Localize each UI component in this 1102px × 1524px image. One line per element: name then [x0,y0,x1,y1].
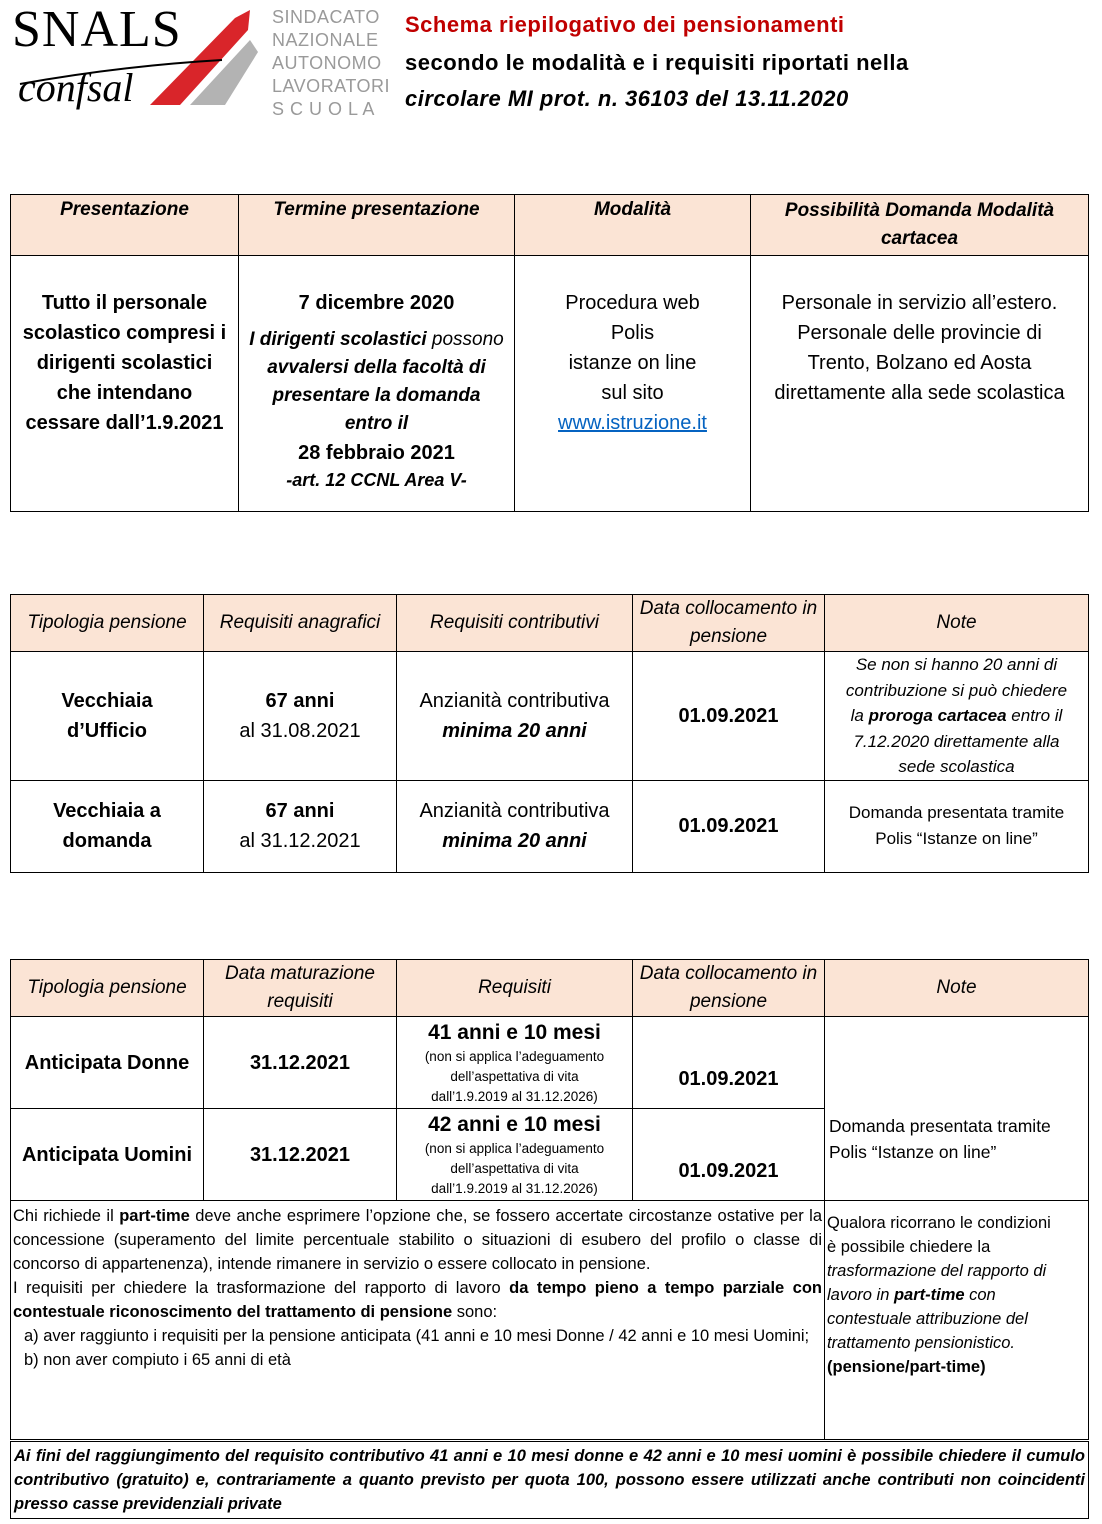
cell-data: 01.09.2021 [633,652,825,781]
cell-presentazione: Tutto il personale scolastico compresi i dirigenti scolastici che intendano cessare dall’1.9.2021 [11,256,239,512]
table-row [11,652,1089,781]
cell-data-mat: 31.12.2021 [204,1017,397,1109]
logo-snals-text: SNALS [12,1,182,58]
cell-eta: 67 anni al 31.12.2021 [204,780,397,872]
page-subtitle: secondo le modalità e i requisiti riportati nella [405,50,909,75]
header-data-collocamento: Data collocamento in pensione [633,595,825,652]
cell-tipologia: Vecchiaia a domanda [11,780,204,872]
header-presentazione: Presentazione [11,195,239,256]
header-termine: Termine presentazione [239,195,515,256]
cell-termine: 7 dicembre 2020 I dirigenti scolastici possono avvalersi della facoltà di presentare la domanda entro il 28 febbraio 2021 -art. 12 CCNL Area V- [239,256,515,512]
header-modalita: Modalità [515,195,751,256]
header-data-maturazione: Data maturazione requisiti [204,960,397,1017]
cell-modalita: Procedura web Polis istanze on line sul sito www.istruzione.it [515,256,751,512]
logo-confsal-text: confsal [18,65,134,110]
cell-data-mat: 31.12.2021 [204,1109,397,1201]
cell-note: Domanda presentata tramite Polis “Istanze on line” [825,780,1089,872]
page-subtitle-ref: circolare MI prot. n. 36103 del 13.11.2020 [405,86,849,111]
page-title: Schema riepilogativo dei pensionamenti [405,12,845,37]
header-contributivi: Requisiti contributivi [397,595,633,652]
header-tipologia: Tipologia pensione [11,595,204,652]
cell-contributi: Anzianità contributiva minima 20 anni [397,652,633,781]
header-cartacea: Possibilità Domanda Modalità cartacea [751,195,1089,256]
cell-requisiti: 42 anni e 10 mesi (non si applica l’adeguamento dell’aspettativa di vita dall’1.9.2019 al 31.12.2026) [397,1109,633,1201]
cell-note-bottom: Qualora ricorrano le condizioni è possibile chiedere la trasformazione del rapporto di lavoro in part-time con contestuale attribuzione del trattamento pensionistico. (pensione/part-time) [825,1201,1089,1441]
cell-tipologia: Anticipata Uomini [11,1109,204,1201]
logo [0,0,400,120]
header-requisiti: Requisiti [397,960,633,1017]
cell-tipologia: Vecchiaia d’Ufficio [11,652,204,781]
vecchiaia-table [10,594,1089,873]
cell-contributi: Anzianità contributiva minima 20 anni [397,780,633,872]
istruzione-link[interactable]: www.istruzione.it [558,412,707,434]
anticipata-table [10,959,1089,1519]
header-tipologia: Tipologia pensione [11,960,204,1017]
presentazione-table [10,194,1089,512]
cell-note-top: Domanda presentata tramite Polis “Istanze on line” [825,1017,1089,1201]
cell-tipologia: Anticipata Donne [11,1017,204,1109]
header-note: Note [825,960,1089,1017]
cell-data: 01.09.2021 [633,780,825,872]
cell-note: Se non si hanno 20 anni di contribuzione si può chiedere la proroga cartacea entro il 7.12.2020 direttamente alla sede scolastica [825,652,1089,781]
cell-data: 01.09.2021 [633,1109,825,1201]
cell-parttime: Chi richiede il part-time deve anche esprimere l’opzione che, se fossero accertate circostanze ostative per la concessione (superamento del limite percentuale stabilito o situazioni di esubero del profilo o classe di concorso di appartenenza), intende rimanere in servizio o essere collocato in pensione. I requisiti per chiedere la trasformazione del rapporto di lavoro da tempo pieno a tempo parziale con contestuale riconoscimento del trattamento di pensione sono: a) aver raggiunto i requisiti per la pensione anticipata (41 anni e 10 mesi Donne / 42 anni e 10 mesi Uomini; b) non aver compiuto i 65 anni di età [11,1201,825,1441]
cell-requisiti: 41 anni e 10 mesi (non si applica l’adeguamento dell’aspettativa di vita dall’1.9.2019 al 31.12.2026) [397,1017,633,1109]
cell-eta: 67 anni al 31.08.2021 [204,652,397,781]
table-row [11,1017,1089,1109]
cell-cartacea: Personale in servizio all’estero. Personale delle provincie di Trento, Bolzano ed Aosta direttamente alla sede scolastica [751,256,1089,512]
header-anagrafici: Requisiti anagrafici [204,595,397,652]
logo-org-name: SINDACATO NAZIONALE AUTONOMO LAVORATORI S C U O L A [272,7,391,119]
header-note: Note [825,595,1089,652]
cell-data: 01.09.2021 [633,1017,825,1109]
footer-note: Ai fini del raggiungimento del requisito contributivo 41 anni e 10 mesi donne e 42 anni e 10 mesi uomini è possibile chiedere il cumulo contributivo (gratuito) e, contrariamente a quanto previsto per quota 100, possono essere utilizzati anche contributi non coincidenti presso casse previdenziali private [11,1441,1089,1519]
table-row [11,780,1089,872]
header-data-collocamento: Data collocamento in pensione [633,960,825,1017]
